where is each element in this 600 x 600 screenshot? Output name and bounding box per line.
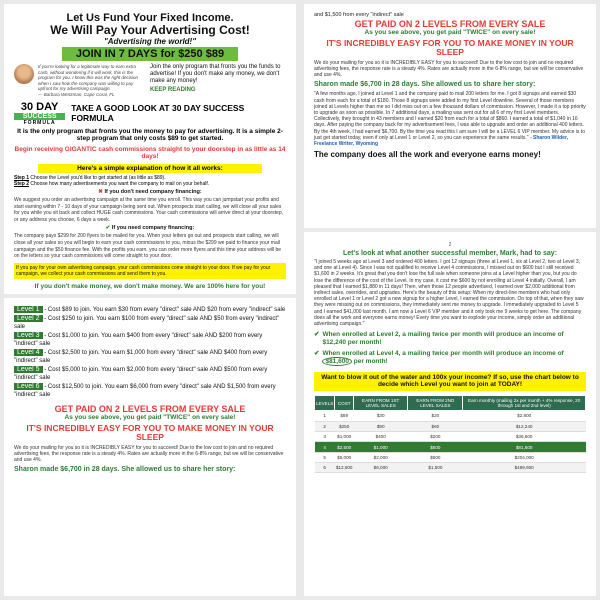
table-cell: 1	[315, 411, 335, 421]
level-description: - Cost $250 to join. You earn $100 from every "direct" sale AND $50 from every "indirect" sale	[14, 315, 280, 330]
table-row	[315, 411, 586, 421]
two-levels-title: GET PAID ON 2 LEVELS FROM EVERY SALE	[354, 18, 546, 29]
step-1: Step 1 Choose the Level you'd like to get started at (as little as $89).	[14, 174, 166, 181]
table-cell: $1,500	[408, 463, 463, 473]
top-line: and $1,500 from every "indirect" sale	[314, 12, 404, 18]
easy-money-title: IT'S INCREDIBLY EASY FOR YOU TO MAKE MONEY IN YOUR SLEEP	[26, 422, 274, 442]
table-header: EARN FROM 1ST LEVEL SALES	[353, 396, 407, 411]
table-cell: $1,000	[335, 431, 354, 441]
testimonial-row	[14, 64, 286, 98]
table-header-row	[315, 396, 586, 411]
table-cell: $20	[408, 411, 463, 421]
table-cell: $200	[408, 431, 463, 441]
sharon-story: "A few months ago, I joined at Level 1 and the company paid to mail 200 letters for me. I got 8 signups and earned $30 cash from each for a total of $180. Those 8 signups were added to my first Level downline. Several of those members joined at Levels higher than me so I did miss out on a few thousand dollars of commission. However, I made it a top priority to upgrade as soon as possible. In 7 additional days, a mailing was sent out for all 6 of my first Level members. Collectively, they brought in 43 members and I earned $20 from each for a total of $860. I earned a total of $1,040 in 16 days. After paying the company back for my advertisement fees, I was able to upgrade and order an additional 400 letters. By the 4th week, I had earned $6,700. By the time you read this I am sure I will be a LEVEL 6 VIP member. My advice is to just get started today, even if only at Level 1 or Level 2, so you can experience the same results." - Sharon Wilder, Freelance Writer, Wyoming	[314, 91, 586, 148]
table-cell: 6	[315, 463, 335, 473]
level-item	[14, 349, 286, 366]
table-cell: $5,000	[335, 452, 354, 462]
commission-headline: Begin receiving GIGANTIC cash commissions straight to your doorstep in as little as 14 days!	[14, 145, 286, 161]
check-icon: ✔	[105, 225, 111, 232]
level-description: - Cost $89 to join. You earn $30 from every "direct" sale AND $20 from every "indirect" sale	[44, 307, 286, 313]
step-2: Step 2 Choose how many advertisements you want the company to mail on your behalf.	[14, 180, 210, 187]
financing-label: ✔ If you need company financing:	[105, 225, 195, 232]
levels-list	[14, 306, 286, 400]
level-tag: Level 6	[14, 383, 43, 390]
mark-heading: Let's look at what another successful member, Mark, had to say:	[342, 250, 558, 257]
table-row	[315, 463, 586, 473]
table-cell: $6,000	[353, 463, 407, 473]
mark-story: "I joined 5 weeks ago at Level 3 and ordered 400 letters. I got 12 signups (three at Level 1, six at Level 2, two at Level 3, and one at Level 4). Since I was not qualified to receive Level 4 commissions, I missed out on $600 but I still received $1,600 in 2 weeks. It's great that you don't lose the full sale when someone joins at a Level higher than you, but you do lose the difference of the cost of the Level. In my case, it cost me $600 by not enrolling at Level 4 initially. Overall, I am pleased that I earned $1,880 in 11 days! Then, when those 12 people advertised, I earned over $2,000 additional from indirect sales, overrides, and upgrades. Here's the beauty of this setup: When my direct-line members who had only enrolled at Level 1 or Level 2 got a new signup for a higher Level, I earned the commission. On top of that, when they saw they were missing out on commissions, they immediately sent me money to upgrade. I immediately upgraded to Level 5 and I earned $41,000 last month. I am now a Level 6 VIP member and it only took me 9 weeks to get here. The company does all the work and everyone earns money! Every time you want to explode your income, simply order an additional advertising campaign."	[314, 259, 584, 328]
flyer-page-3	[304, 232, 596, 596]
table-cell: $250	[335, 421, 354, 431]
table-header: COST	[335, 396, 354, 411]
levels-table	[314, 395, 586, 473]
table-cell: $60	[408, 421, 463, 431]
no-financing-text: We suggest you order an advertising campaign at the same time you enroll. This way you can jumpstart your profits and start earning within 7 - 10 days of your campaign being sent out. When prospects start calling, we will close all your sales for you while you sit back and collect HUGE cash commissions. Your cash commissions will arrive direct at your doorstep, or any address you choose, 6 days a week.	[14, 196, 283, 223]
sharon-heading: Sharon made $6,700 in 28 days. She allowed us to share her story:	[14, 466, 236, 474]
hero-tagline: "Advertising the world!"	[103, 37, 197, 46]
keep-reading-label: KEEP READING	[150, 87, 196, 93]
level-item	[14, 383, 286, 400]
level-tag: Level 4	[14, 349, 43, 356]
formula-title: TAKE A GOOD LOOK AT 30 DAY SUCCESS FORMULA	[71, 103, 245, 123]
level-description: - Cost $5,000 to join. You earn $2,000 from every "direct" sale AND $500 from every "indirect" sale	[14, 366, 268, 381]
hero-headline-1: Let Us Fund Your Fixed Income.	[66, 12, 234, 24]
flyer-page-1	[4, 4, 296, 294]
level-item	[14, 306, 286, 315]
table-cell: $489,600	[463, 463, 586, 473]
table-cell: $2,000	[353, 452, 407, 462]
financing-text: The company pays $299 for 200 flyers to be mailed for you. When your letters go out and prospects start calling, we will close all your sales so you will begin to earn your cash commissions to you, minus the $299 we paid to finance your mail campaign and the $50 finance fee. With the profits you earn, you can order more flyers and this time your address will be on the letters so your cash commissions will come straight to your door.	[14, 233, 282, 260]
table-header: Earn monthly (mailing 2x per month + 4% response, 20 through 1st and 2nd level)	[463, 396, 586, 411]
page-number: 2	[448, 242, 452, 248]
hero-headline-2: We Will Pay Your Advertising Cost!	[50, 23, 250, 37]
level-item	[14, 366, 286, 383]
table-cell: $36,600	[463, 431, 586, 441]
success-formula-logo: 30 DAY SUCCESS FORMULA	[14, 102, 65, 126]
table-cell: $90	[353, 421, 407, 431]
highlight-note: If you pay for your own advertising campaign, your cash commissions come straight to your door. If we pay for your campaign, we collect your cash commissions and send them to you.	[14, 263, 286, 279]
circled-amount: $81,600	[322, 357, 352, 366]
table-cell: 4	[315, 442, 335, 452]
level-question-banner: Want to blow it out of the water and 100x your income? If so, use the chart below to decide which Level you want to join at TODAY!	[314, 372, 586, 392]
table-cell: $12,240	[463, 421, 586, 431]
closing-line: If you don't make money, we don't make money. We are 100% here for you!	[34, 282, 266, 290]
levels-table-body	[315, 411, 586, 473]
table-cell: $1,000	[353, 442, 407, 452]
join-offer-banner: JOIN IN 7 DAYS for $250 $89	[62, 47, 238, 61]
table-cell: 5	[315, 452, 335, 462]
check-icon: ✔	[314, 331, 320, 339]
table-row	[315, 442, 586, 452]
mailing-paragraph: We do your mailing for you so it is INCREDIBLY EASY for you to succeed! Due to the low cost to join and no required advertising fees, the response rate is a steady 4%. Rates are actually more in the 6-8% range, but we will be conservative and use 4%.	[14, 444, 284, 463]
avatar	[14, 64, 34, 84]
formula-row	[14, 102, 286, 126]
table-cell: 2	[315, 421, 335, 431]
level-item	[14, 315, 286, 332]
testimonial-quote: If you're looking for a legitimate way to earn extra cash, without wondering if it will work, this is the program for you. I know this was the right decision when I saw how the company was willing to pay upfront for my advertising campaign.	[38, 64, 139, 92]
check-icon: ✔	[314, 350, 320, 358]
paid-twice-subtitle: As you see above, you get paid "TWICE" on every sale!	[364, 28, 536, 36]
table-cell: $204,000	[463, 452, 586, 462]
table-row	[315, 421, 586, 431]
testimonial	[14, 64, 144, 98]
pitch-text: Join the only program that fronts you the funds to advertise! If you don't make any money, we don't make any money!	[150, 64, 281, 84]
table-cell: $2,800	[463, 411, 586, 421]
sharon-heading: Sharon made $6,700 in 28 days. She allowed us to share her story:	[314, 81, 536, 89]
level-tag: Level 2	[14, 315, 43, 322]
paid-twice-subtitle: As you see above, you get paid "TWICE" on every sale!	[64, 413, 236, 421]
level-item	[14, 332, 286, 349]
table-row	[315, 431, 586, 441]
level-description: - Cost $1,000 to join. You earn $400 from every "direct" sale AND $200 from every "indirect" sale	[14, 332, 263, 347]
income-check-2: ✔ When enrolled at Level 4, a mailing twice per month will produce an income of $81,600 per month!	[314, 350, 564, 366]
level-tag: Level 5	[14, 366, 43, 373]
table-cell: $500	[408, 442, 463, 452]
table-cell: 3	[315, 431, 335, 441]
mailing-paragraph: We do your mailing for you so it is INCREDIBLY EASY for you to succeed! Due to the low cost to join and no required advertising fees, the response rate is a steady 4%. Rates are actually more in the 6-8% range, but we will be conservative and use 4%.	[314, 59, 584, 79]
explanation-banner: Here's a simple explanation of how it all works:	[38, 164, 262, 173]
table-cell: $400	[353, 431, 407, 441]
testimonial-author: — Barbara Wertzman, Cape Coral, FL	[38, 91, 115, 97]
intro-text: It is the only program that fronts you the money to pay for advertising. It is a simple 2-step program that only costs $89 to get started.	[17, 127, 283, 143]
level-description: - Cost $12,500 to join. You earn $6,000 from every "direct" sale AND $1,500 from every "indirect" sale	[14, 383, 276, 398]
table-cell: $30	[353, 411, 407, 421]
table-cell: $500	[408, 452, 463, 462]
table-header: EARN FROM 2ND LEVEL SALES	[408, 396, 463, 411]
pitch-block	[150, 64, 286, 98]
flyer-page-2	[304, 4, 596, 228]
no-financing-label: ✖ If you don't need company financing:	[98, 188, 202, 195]
level-tag: Level 3	[14, 332, 43, 339]
company-work-heading: The company does all the work and everyone earns money!	[314, 150, 541, 160]
two-levels-title: GET PAID ON 2 LEVELS FROM EVERY SALE	[54, 403, 246, 414]
flyer-page-4	[4, 298, 296, 596]
table-cell: $12,500	[335, 463, 354, 473]
table-cell: $81,600	[463, 442, 586, 452]
table-header: LEVELS	[315, 396, 335, 411]
income-check-1: ✔ When enrolled at Level 2, a mailing twice per month will produce an income of $12,240 per month!	[314, 331, 564, 346]
easy-money-title: IT'S INCREDIBLY EASY FOR YOU TO MAKE MONEY IN YOUR SLEEP	[326, 37, 574, 58]
table-cell: $2,500	[335, 442, 354, 452]
level-description: - Cost $2,500 to join. You earn $1,000 from every "direct" sale AND $400 from every "indirect" sale	[14, 349, 268, 364]
table-cell: $89	[335, 411, 354, 421]
level-tag: Level 1	[14, 306, 43, 313]
x-icon: ✖	[98, 188, 103, 195]
table-row	[315, 452, 586, 462]
